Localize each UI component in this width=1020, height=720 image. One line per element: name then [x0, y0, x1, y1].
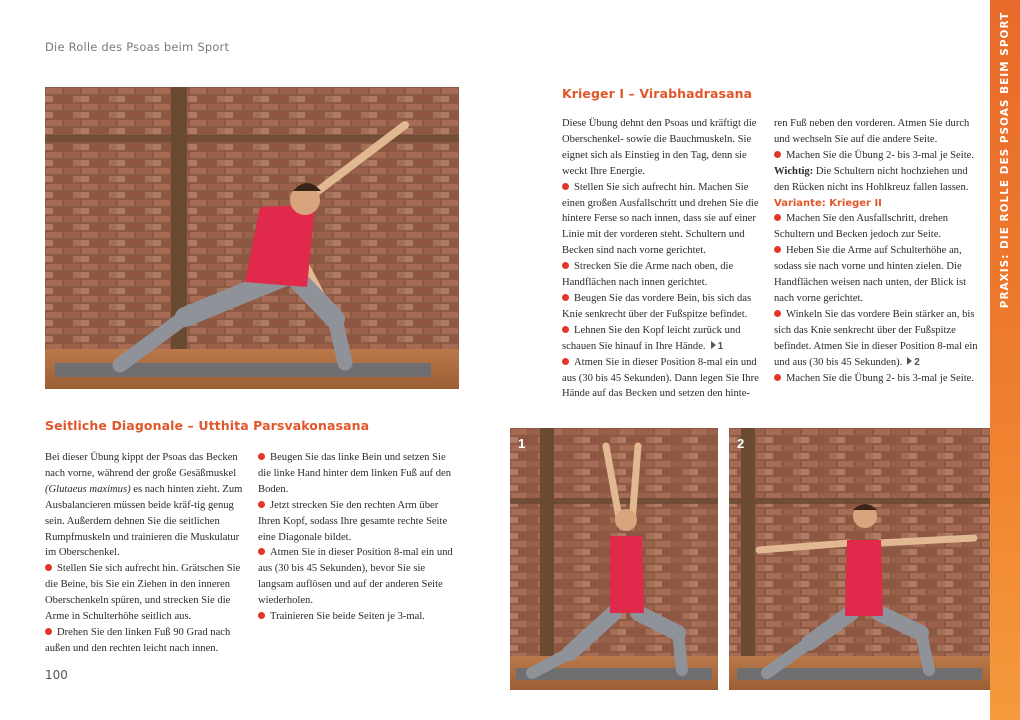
- krieger-step-3: Beugen Sie das vordere Bein, bis sich das Knie senkrecht über der Fußspitze befindet.: [562, 292, 752, 320]
- bullet-icon: [774, 310, 781, 317]
- diagonale-title: Seitliche Diagonale – Utthita Parsvakonasana: [45, 418, 370, 433]
- krieger-column-1: [562, 116, 764, 402]
- bullet-icon: [562, 358, 569, 365]
- variant-step-3: Winkeln Sie das vordere Bein stärker an, bis sich das Knie senkrecht über der Fußspitze befindet. Atmen Sie in dieser Position 8-mal ein und aus (30 bis 45 Sekunden).: [774, 308, 978, 368]
- photo-krieger-1: [510, 428, 718, 690]
- diagonale-intro-a: Bei dieser Übung kippt der Psoas das Becken nach vorne, während der große Gesäßmuskel: [45, 452, 238, 479]
- bullet-icon: [562, 183, 569, 190]
- wichtig-text: Die Schultern nicht hochziehen und den Rücken nicht ins Hohlkreuz fallen lassen.: [774, 165, 969, 193]
- variant-step-2: Heben Sie die Arme auf Schulterhöhe an, sodass sie nach vorne und hinten zielen. Die Handflächen weisen nach unten, der Blick ist nach vorne gerichtet.: [774, 245, 967, 304]
- figure-ref-arrow-icon: [907, 357, 912, 365]
- bullet-icon: [774, 151, 781, 158]
- bullet-icon: [562, 294, 569, 301]
- running-head: Die Rolle des Psoas beim Sport: [45, 40, 230, 54]
- bullet-icon: [258, 501, 265, 508]
- figure-ref-arrow-icon: [711, 341, 716, 349]
- variant-step-1: Machen Sie den Ausfallschritt, drehen Schultern und Becken jedoch zur Seite.: [774, 213, 949, 241]
- krieger-step-5: Atmen Sie in dieser Position 8-mal ein und aus (30 bis 45 Sekunden). Dann legen Sie Ihre Hände auf das Becken und setzen den hinte-: [562, 356, 759, 400]
- variant-step-4: Machen Sie die Übung 2- bis 3-mal je Seite.: [786, 372, 974, 384]
- bullet-icon: [258, 453, 265, 460]
- wichtig-label: Wichtig:: [774, 165, 814, 177]
- diagonale-intro-latin: (Glutaeus maximus): [45, 483, 131, 495]
- bullet-icon: [258, 612, 265, 619]
- bullet-icon: [562, 326, 569, 333]
- figure-ref-2: 2: [914, 356, 920, 368]
- diagonale-intro-b: es nach hinten zieht. Zum Ausbalancieren müssen beide kräf-tig genug sein. Außerdem dehnen Sie die seitlichen Rumpfmuskeln und trainieren die Muskulatur im Oberschenkel.: [45, 483, 243, 559]
- variant-title: Variante: Krieger II: [774, 197, 882, 209]
- bullet-icon: [45, 628, 52, 635]
- figure-number-2: 2: [737, 436, 745, 451]
- krieger-column-2: [774, 116, 979, 386]
- page-number: 100: [45, 668, 68, 682]
- bullet-icon: [562, 262, 569, 269]
- figure-number-1: 1: [518, 436, 526, 451]
- photo-seitliche-diagonale: [45, 87, 459, 389]
- bullet-icon: [774, 214, 781, 221]
- bullet-icon: [774, 374, 781, 381]
- krieger-step-1: Stellen Sie sich aufrecht hin. Machen Sie einen großen Ausfallschritt und drehen Sie die hintere Ferse so nach innen, dass sie auf einer Linie mit der vorderen steht. Schultern und Becken sind nach vorne gerichtet.: [562, 181, 759, 257]
- side-tab-text: PRAXIS: DIE ROLLE DES PSOAS BEIM SPORT: [999, 11, 1011, 309]
- figure-ref-1: 1: [717, 340, 724, 352]
- bullet-icon: [45, 564, 52, 571]
- diagonale-column-1: [45, 450, 247, 657]
- diagonale-step-5: Atmen Sie in dieser Position 8-mal ein und aus (30 bis 45 Sekunden), bevor Sie sie langsam auflösen und auf der anderen Seite wiederholen.: [258, 547, 453, 607]
- krieger-step-4: Lehnen Sie den Kopf leicht zurück und schauen Sie hinauf in Ihre Hände.: [562, 324, 741, 352]
- bullet-icon: [258, 548, 265, 555]
- krieger-intro: Diese Übung dehnt den Psoas und kräftigt die Oberschenkel- sowie die Bauchmuskeln. Sie eignet sich als Einstieg in den Tag, denn sie weckt Ihre Energie.: [562, 118, 757, 177]
- diagonale-step-3: Beugen Sie das linke Bein und setzen Sie die linke Hand hinter dem linken Fuß auf den Boden.: [258, 452, 451, 495]
- diagonale-step-4: Jetzt strecken Sie den rechten Arm über Ihren Kopf, sodass Ihre gesamte rechte Seite eine Diagonale bildet.: [258, 499, 448, 543]
- diagonale-column-2: [258, 450, 458, 625]
- diagonale-step-2: Drehen Sie den linken Fuß 90 Grad nach außen und den rechten leicht nach innen.: [45, 626, 231, 654]
- diagonale-step-1: Stellen Sie sich aufrecht hin. Grätschen Sie die Beine, bis Sie ein Ziehen in den inneren Oberschenkeln spüren, und strecken Sie die Arme in Schulterhöhe seitlich aus.: [45, 563, 241, 623]
- photo-krieger-2: [729, 428, 990, 690]
- bullet-icon: [774, 246, 781, 253]
- krieger-step-2: Strecken Sie die Arme nach oben, die Handflächen nach innen gerichtet.: [562, 261, 734, 289]
- krieger-continuation: ren Fuß neben den vorderen. Atmen Sie durch und wechseln Sie auf die andere Seite.: [774, 118, 970, 145]
- krieger-repeat: Machen Sie die Übung 2- bis 3-mal je Seite.: [786, 149, 974, 161]
- krieger-title: Krieger I – Virabhadrasana: [562, 86, 753, 101]
- diagonale-step-6: Trainieren Sie beide Seiten je 3-mal.: [270, 611, 425, 623]
- side-tab-label: [990, 0, 1020, 720]
